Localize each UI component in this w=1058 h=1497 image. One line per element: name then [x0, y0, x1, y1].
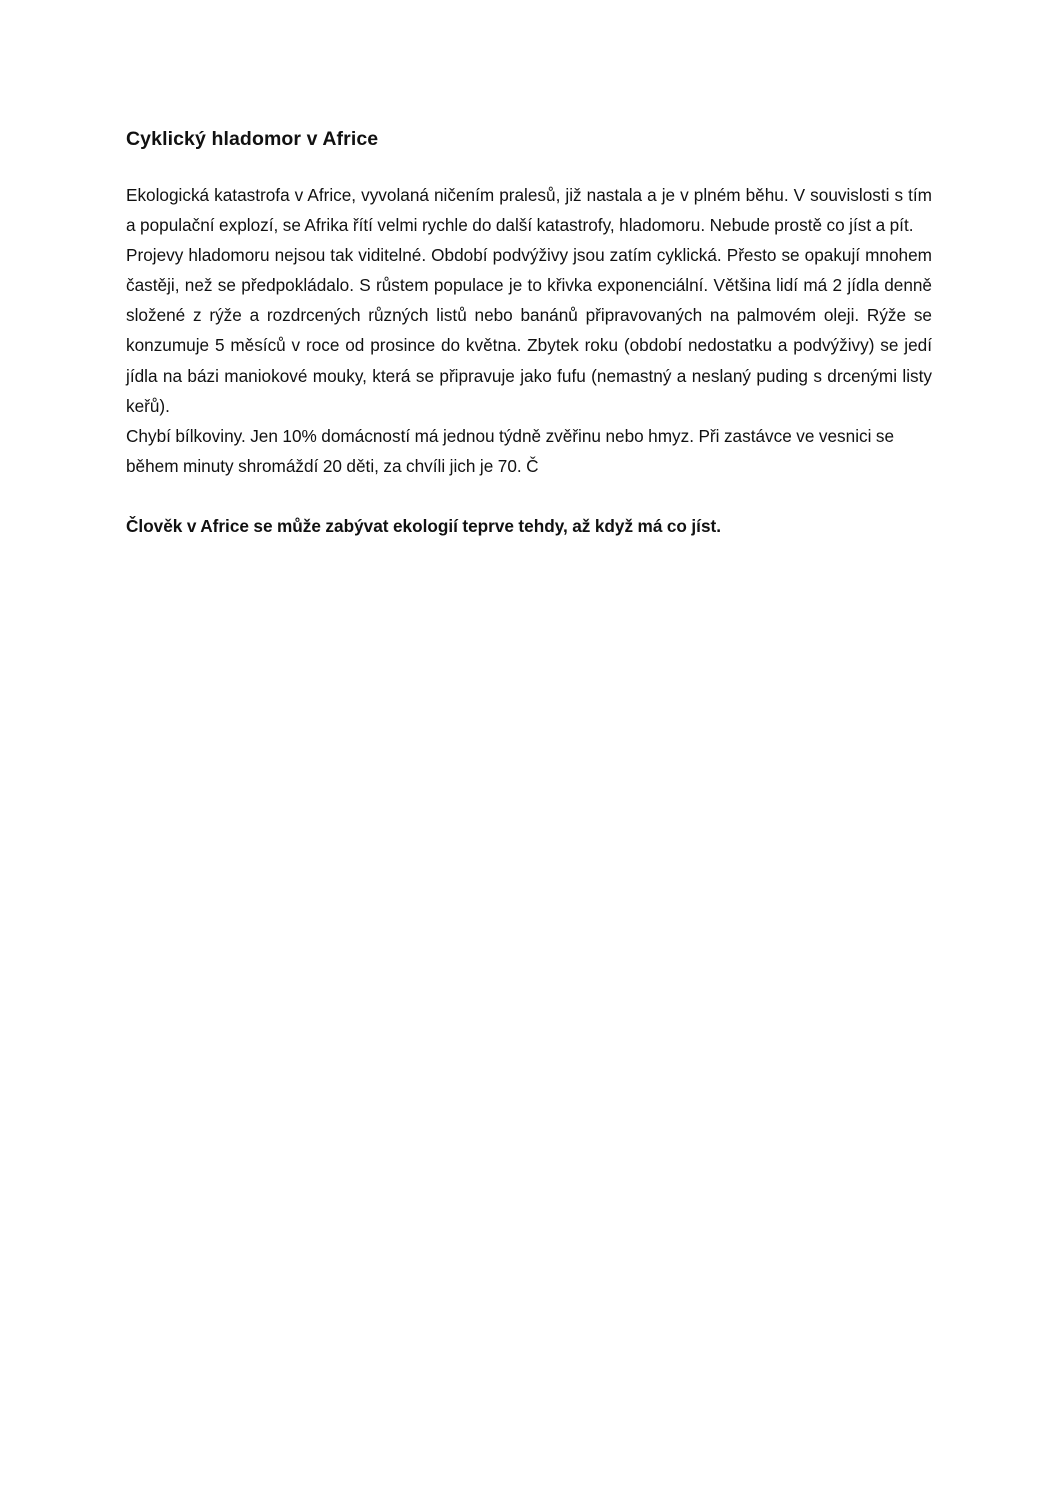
- paragraph-protein-shortage: Chybí bílkoviny. Jen 10% domácností má jednou týdně zvěřinu nebo hmyz. Při zastávce ve vesnici se během minuty shromáždí 20 děti, za chvíli jich je 70. Č: [126, 425, 895, 476]
- paragraph-ecological-catastrophe: Ekologická katastrofa v Africe, vyvolaná ničením pralesů, již nastala a je v plném běhu. V souvislosti s tím a populační explozí, se Afrika řítí velmi rychle do další katastrofy, hladomoru. Nebude prostě co jíst a pít.: [126, 185, 932, 236]
- paragraph-famine-signs: Projevy hladomoru nejsou tak viditelné. Období podvýživy jsou zatím cyklická. Přesto se opakují mnohem častěji, než se předpokládalo. S růstem populace je to křivka exponenciální. Většina lidí má 2 jídla denně složené z rýže a rozdrcených různých listů nebo banánů připravovaných na palmovém oleji. Rýže se konzumuje 5 měsíců v roce od prosince do května. Zbytek roku (období nedostatku a podvýživy) se jedí jídla na bázi maniokové mouky, která se připravuje jako fufu (nemastný a neslaný puding s drcenými listy keřů).: [126, 245, 932, 416]
- document-conclusion: Člověk v Africe se může zabývat ekologií teprve tehdy, až když má co jíst.: [126, 515, 722, 536]
- document-content: [126, 124, 932, 541]
- document-title: Cyklický hladomor v Africe: [126, 128, 379, 150]
